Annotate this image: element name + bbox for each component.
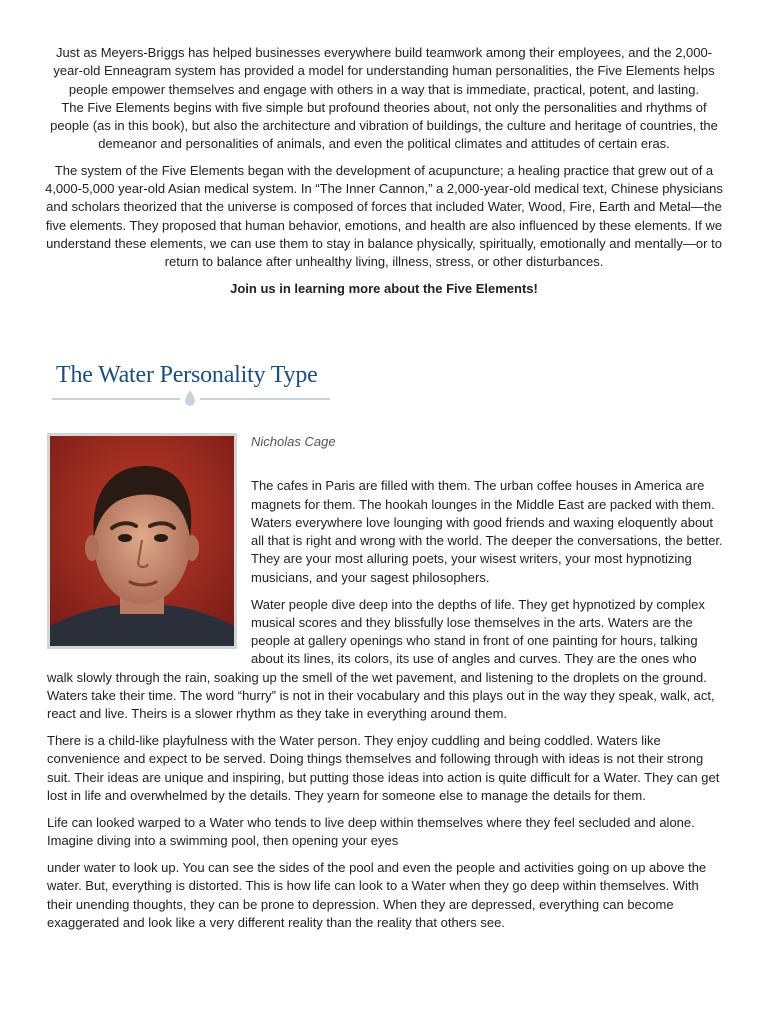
section-heading [52,358,332,410]
heading-divider-right [200,398,330,400]
intro-paragraph-3: The system of the Five Elements began with the development of acupuncture; a healing practice that grew out of a 4,000-5,000 year-old Asian medical system. In “The Inner Cannon,” a 2,000-year-old medical text, Chinese physicians and scholars theorized that the universe is composed of forces that included Water, Wood, Fire, Earth and Metal—the five elements. They proposed that human behavior, emotions, and health are also influenced by these elements. If we understand these elements, we can use them to stay in balance physically, spiritually, emotionally and mentally—or to return to balance after unhealthy living, illness, stress, or other disturbances. [45,162,723,270]
intro-paragraph-1: Just as Meyers-Briggs has helped businesses everywhere build teamwork among their employees, and the 2,000-year-old Enneagram system has provided a model for understanding human personalities, the Five Elements helps people empower themselves and engage with others in a way that is immediate, practical, potent, and lasting. [53,45,715,97]
call-to-action: Join us in learning more about the Five Elements! [230,280,538,296]
section-title: The Water Personality Type [56,362,318,388]
water-drop-icon [185,390,195,406]
body-paragraph-4: Life can looked warped to a Water who tends to live deep within themselves where they feel secluded and alone. Imagine diving into a swimming pool, then opening your eyes [47,814,695,849]
body-paragraph-5: under water to look up. You can see the sides of the pool and even the people and activities going on up above the water. But, everything is distorted. This is how life can look to a Water when they go deep within themselves. With their unending thoughts, they can be prone to depression. When they are depressed, everything can become exaggerated and look like a very different reality than the reality that others see. [47,859,707,930]
body-paragraph-3: There is a child-like playfulness with the Water person. They enjoy cuddling and being coddled. Waters like convenience and expect to be served. Doing things themselves and following through with ideas is not their strong suit. Their ideas are unique and inspiring, but putting those ideas into action is quite difficult for a Water. They can get lost in life and overwhelmed by the details. They yearn for someone else to manage the details for them. [47,733,720,804]
body-paragraph-1: The cafes in Paris are filled with them. The urban coffee houses in America are magnets for them. The hookah lounges in the Middle East are packed with them. Waters everywhere love lounging with good friends and waxing eloquently about all that is right and wrong with the world. The deeper the conversations, the better. They are your most alluring poets, your wisest writers, your most hypnotizing musicians, and your sagest philosophers. [251,478,723,585]
intro-paragraph-2: The Five Elements begins with five simple but profound theories about, not only the personalities and rhythms of people (as in this book), but also the architecture and vibration of buildings, the culture and heritage of countries, the demeanor and personalities of animals, and even the political climates and attitudes of certain eras. [50,99,718,152]
photo-caption: Nicholas Cage [251,434,336,449]
portrait-illustration [50,436,234,646]
intro-section [44,44,724,306]
portrait-photo [47,433,237,649]
article-body [47,433,723,941]
body-paragraph-2: Water people dive deep into the depths of life. They get hypnotized by complex musical scores and they blissfully lose themselves in the arts. Waters are the people at gallery openings who stand in front of one painting for hours, talking about its lines, its colors, its use of angles and curves. They are the ones who walk slowly through the rain, soaking up the smell of the wet pavement, and listening to the droplets on the ground. Waters take their time. The word “hurry” is not in their vocabulary and this plays out in the way they speak, walk, act, react and live. Theirs is a slower rhythm as they take in everything around them. [47,596,715,722]
heading-divider-left [52,398,180,400]
